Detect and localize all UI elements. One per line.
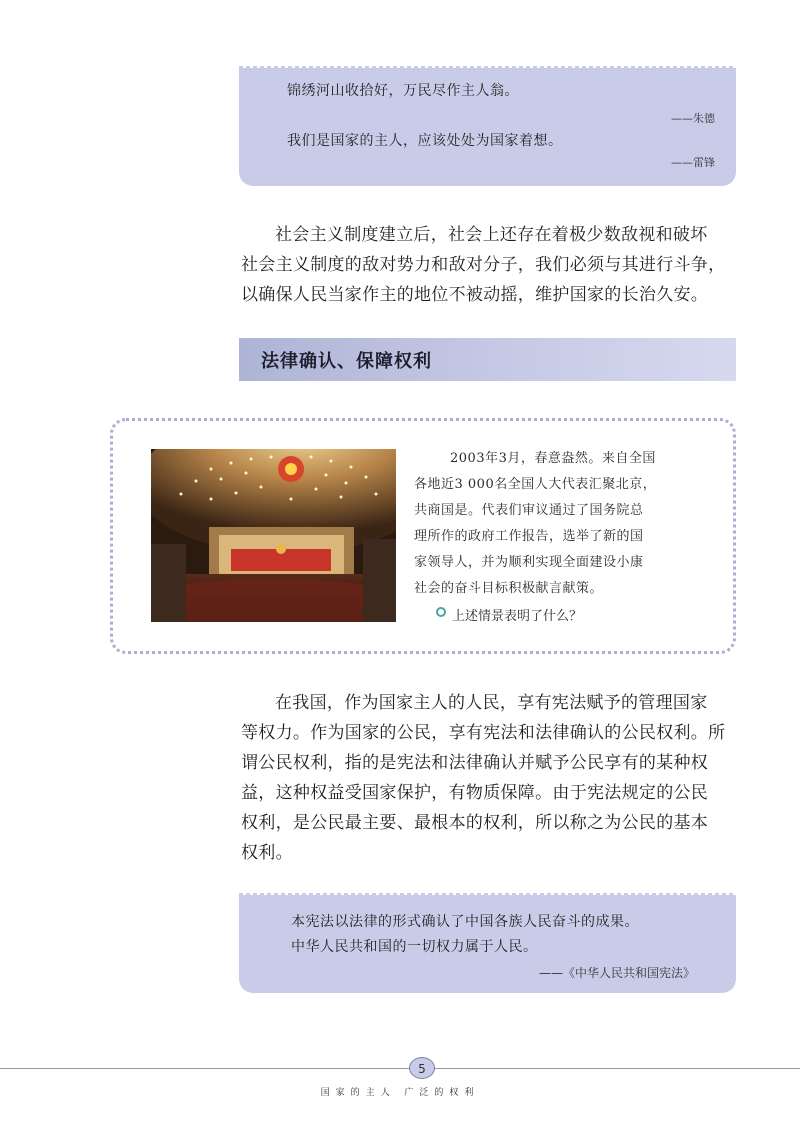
- page-number-badge: [409, 1057, 435, 1079]
- quote-text: 锦绣河山收拾好，万民尽作主人翁。: [287, 83, 519, 99]
- paragraph-line: 权利。: [241, 843, 293, 863]
- case-text-first-line: [414, 446, 714, 472]
- body-paragraph: [241, 220, 737, 310]
- footer-divider: [0, 1068, 800, 1069]
- constitution-source: ——《中华人民共和国宪法》: [539, 966, 696, 980]
- quote-text: 我们是国家的主人，应该处处为国家着想。: [287, 133, 563, 149]
- case-line: 社会的奋斗目标积极献言献策。: [414, 581, 604, 596]
- paragraph-line: 以确保人民当家作主的地位不被动摇，维护国家的长治久安。: [241, 285, 709, 305]
- quote-box-famous-sayings: [239, 66, 736, 186]
- running-footer-title: 国家的主人 广泛的权利: [320, 1088, 480, 1098]
- quote-author: ——朱德: [671, 112, 715, 125]
- case-line: 2003年3月，春意盎然。来自全国: [450, 451, 656, 466]
- quote-box-constitution: [239, 893, 736, 993]
- paragraph-line: 社会主义制度的敌对势力和敌对分子，我们必须与其进行斗争，: [241, 255, 726, 275]
- question-circle-icon: [436, 607, 446, 617]
- page-number: 5: [418, 1062, 426, 1076]
- case-line: 理所作的政府工作报告，选举了新的国: [414, 529, 644, 544]
- case-line: 共商国是。代表们审议通过了国务院总: [414, 503, 644, 518]
- paragraph-line: 权利，是公民最主要、最根本的权利，所以称之为公民的基本: [241, 813, 709, 833]
- quote-author: ——雷锋: [671, 156, 715, 169]
- case-text: [414, 472, 714, 602]
- great-hall-photo: [151, 449, 396, 622]
- paragraph-line: 社会主义制度建立后，社会上还存在着极少数敌视和破坏: [275, 225, 708, 245]
- section-heading-banner: [239, 338, 736, 381]
- case-question: 上述情景表明了什么？: [452, 609, 583, 624]
- paragraph-line: 益，这种权益受国家保护，有物质保障。由于宪法规定的公民: [241, 783, 709, 803]
- paragraph-line: 在我国，作为国家主人的人民，享有宪法赋予的管理国家: [275, 693, 708, 713]
- section-title: 法律确认、保障权利: [261, 351, 432, 372]
- body-paragraph: [241, 688, 737, 868]
- case-line: 家领导人，并为顺利实现全面建设小康: [414, 555, 644, 570]
- paragraph-line: 谓公民权利，指的是宪法和法律确认并赋予公民享有的某种权: [241, 753, 709, 773]
- case-line: 各地近3 000名全国人大代表汇聚北京，: [414, 477, 657, 492]
- constitution-line: 本宪法以法律的形式确认了中国各族人民奋斗的成果。: [291, 914, 639, 930]
- constitution-line: 中华人民共和国的一切权力属于人民。: [291, 939, 538, 955]
- paragraph-line: 等权力。作为国家的公民，享有宪法和法律确认的公民权利。所: [241, 723, 726, 743]
